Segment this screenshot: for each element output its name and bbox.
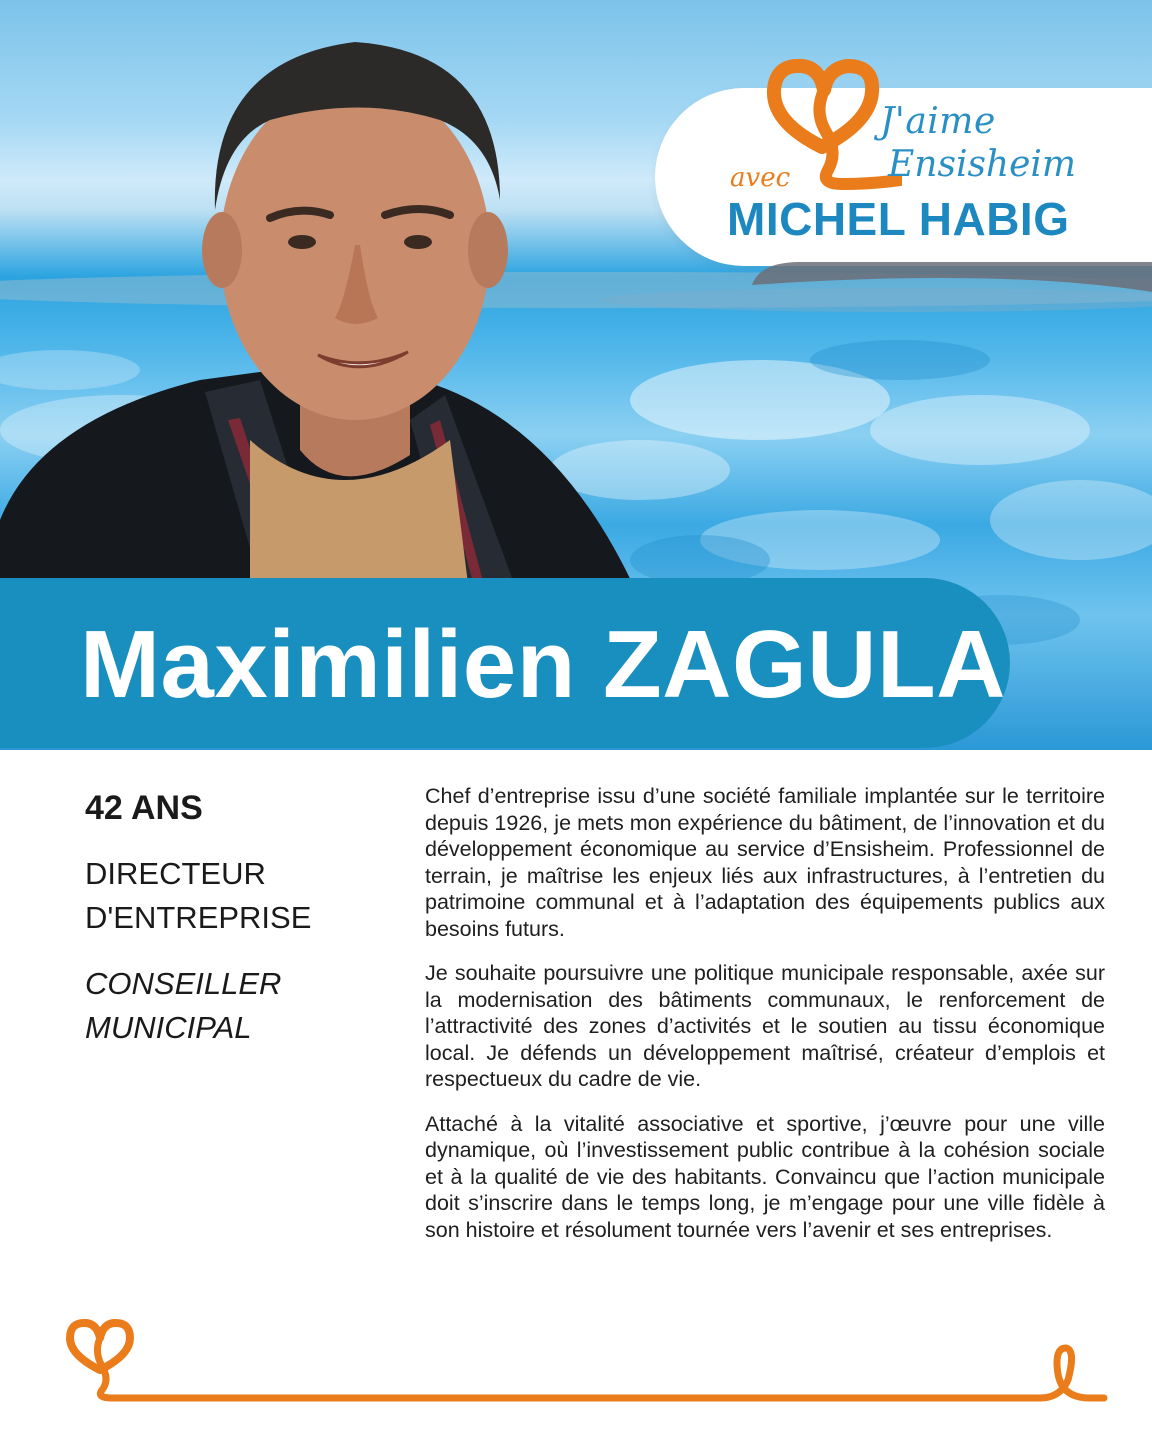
logo-avec: avec bbox=[730, 163, 791, 193]
profile-age: 42 ANS bbox=[85, 789, 203, 827]
profile-mandate-line2: MUNICIPAL bbox=[85, 1010, 252, 1045]
footer-loop-icon bbox=[1040, 1348, 1104, 1398]
logo-candidate-name: MICHEL HABIG bbox=[727, 193, 1070, 245]
logo-tagline-line1: J'aime bbox=[880, 101, 996, 142]
logo-tagline-line2: Ensisheim bbox=[888, 144, 1077, 185]
profile-role bbox=[85, 852, 385, 940]
profile-mandate-line1: CONSEILLER bbox=[85, 966, 282, 1001]
profile-mandate bbox=[85, 962, 385, 1050]
bio-paragraph-1: Chef d’entreprise issu d’une société familiale implantée sur le territoire depuis 1926, je mets mon expérience du bâtiment, de l’innovation et du développement économique au service d’Ensisheim. Professionnel de terrain, je maîtrise les enjeux liés aux infrastructures, à l’entretien du patrimoine communal et à l’adaptation des équipements publics aux besoins futurs. bbox=[425, 784, 1105, 941]
profile-name: Maximilien ZAGULA bbox=[80, 611, 1006, 718]
bio-paragraph-2: Je souhaite poursuivre une politique municipale responsable, axée sur la modernisation des bâtiments communaux, le renforcement de l’attractivité des zones d’activités et le soutien au tissu économique local. Je défends un développement maîtrisé, créateur d’emplois et respectueux du cadre de vie. bbox=[425, 961, 1105, 1091]
footer-ribbon bbox=[0, 1310, 1152, 1410]
profile-role-line2: D'ENTREPRISE bbox=[85, 900, 312, 935]
biography bbox=[425, 783, 1105, 1261]
bio-paragraph-3: Attaché à la vitalité associative et sportive, j’œuvre pour une ville dynamique, où l’investissement public contribue à la cohésion sociale et à la qualité de vie des habitants. Convaincu que l’action municipale doit s’inscrire dans le temps long, je m’engage pour une ville fidèle à son histoire et résolument tournée vers l’avenir et ses entreprises. bbox=[425, 1111, 1105, 1242]
profile-role-line1: DIRECTEUR bbox=[85, 856, 266, 891]
